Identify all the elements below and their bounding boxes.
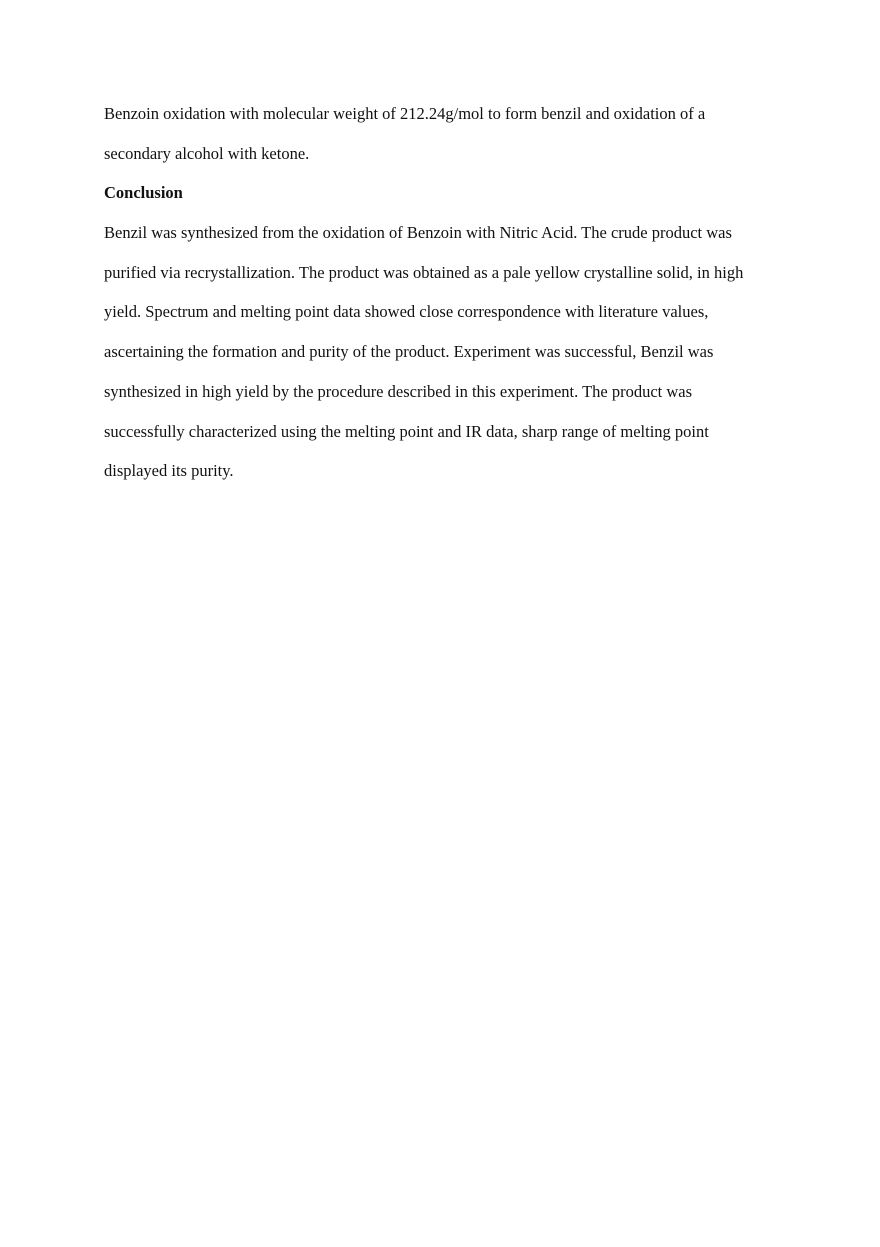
conclusion-line: ascertaining the formation and purity of the product. Experiment was successful, Benzil was: [104, 342, 714, 362]
conclusion-line: displayed its purity.: [104, 461, 234, 481]
conclusion-line: yield. Spectrum and melting point data showed close correspondence with literature values,: [104, 302, 709, 322]
conclusion-line: synthesized in high yield by the procedure described in this experiment. The product was: [104, 381, 693, 401]
intro-paragraph: [104, 100, 794, 179]
document-body: [104, 100, 794, 497]
conclusion-line: successfully characterized using the melting point and IR data, sharp range of melting point: [104, 421, 709, 441]
conclusion-line: Benzil was synthesized from the oxidation of Benzoin with Nitric Acid. The crude product was: [104, 223, 732, 243]
intro-line: secondary alcohol with ketone.: [104, 143, 310, 163]
conclusion-heading: Conclusion: [104, 183, 183, 203]
conclusion-line: purified via recrystallization. The product was obtained as a pale yellow crystalline solid, in high: [104, 262, 744, 282]
conclusion-paragraph: [104, 219, 794, 497]
intro-line: Benzoin oxidation with molecular weight of 212.24g/mol to form benzil and oxidation of a: [104, 104, 706, 123]
